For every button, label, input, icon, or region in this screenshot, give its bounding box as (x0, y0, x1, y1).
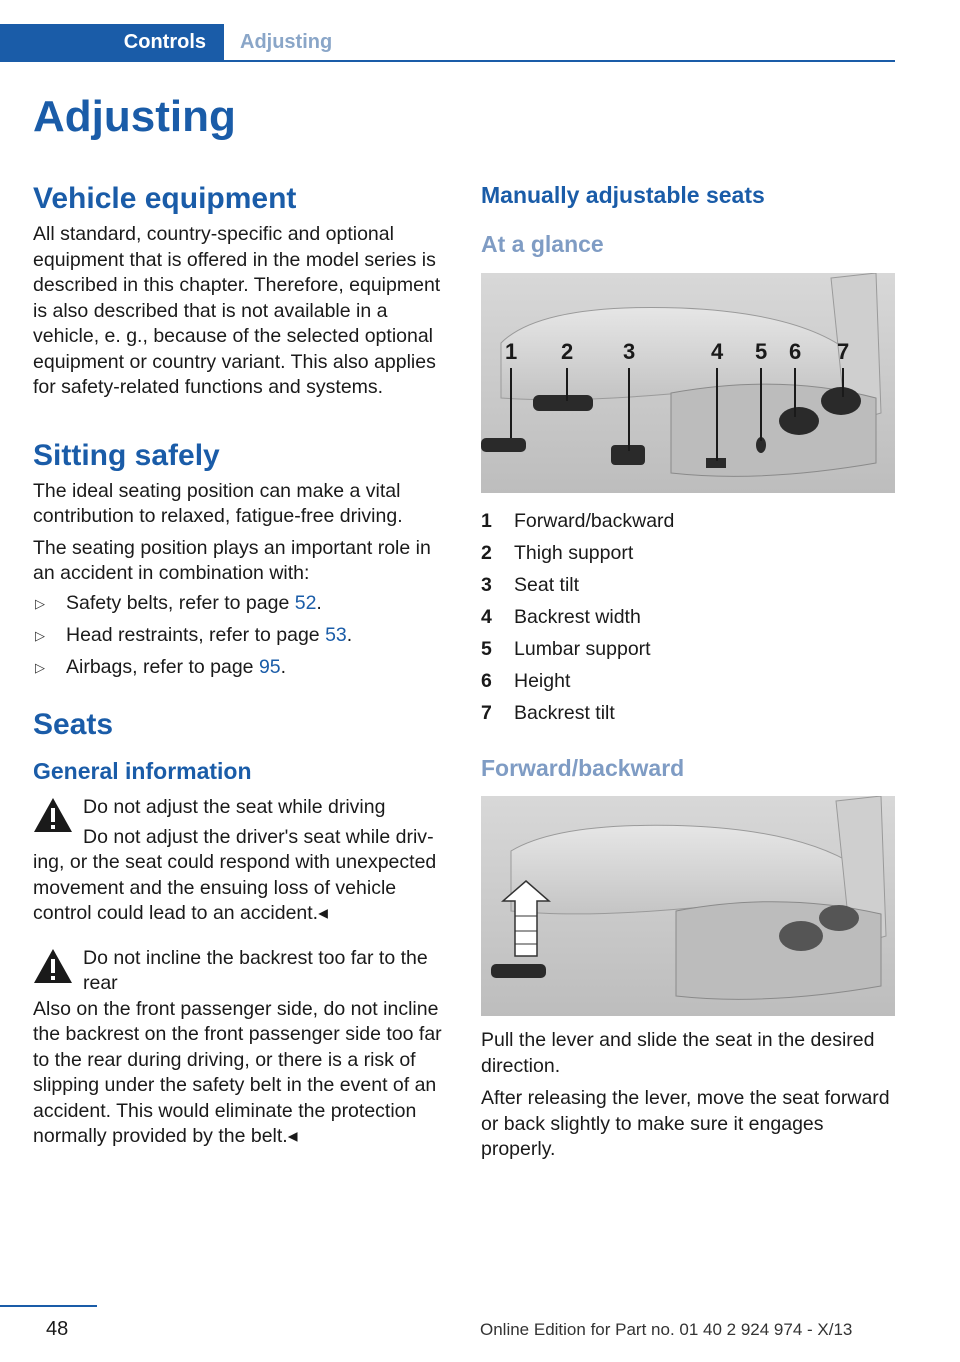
legend-row: 6 Height (481, 670, 571, 692)
warning-block-2 (33, 946, 451, 1150)
heading-vehicle-equipment: Vehicle equipment (33, 182, 297, 215)
vehicle-equipment-text: All standard, country-specific and optional equipment that is offered in the model series is described in this chapter. Therefore, equipment is also described that is not available in a vehicle, e. g., because of the selected optional equipment or country variant. This also applies for safety-related functions and systems. (33, 223, 441, 398)
header-rule (0, 60, 895, 62)
legend-row: 4 Backrest width (481, 606, 641, 628)
triangle-bullet-icon: ▷ (35, 627, 45, 643)
warning-2-title: Do not incline the backrest too far to the rear (83, 946, 428, 994)
page-link-95[interactable]: 95 (258, 655, 281, 678)
forward-backward-figure (481, 796, 895, 1016)
seat-controls-figure (481, 273, 895, 493)
tab-adjusting[interactable]: Adjusting (240, 31, 333, 53)
heading-at-a-glance: At a glance (481, 231, 604, 257)
legend-row: 7 Backrest tilt (481, 702, 615, 724)
warning-2-body: Also on the front passenger side, do not incline the backrest on the front passenger side too far to the rear during driving, or there is a risk of slipping under the safety belt in the event of an accident. This would eliminate the protection normally provided by the belt.◂ (33, 997, 442, 1147)
page-title: Adjusting (33, 92, 236, 141)
legend-row: 5 Lumbar support (481, 638, 651, 660)
callout-2: 2 (561, 339, 574, 364)
heading-general-information: General information (33, 758, 252, 784)
warning-1-body: Do not adjust the driver's seat while driving, or the seat could respond with unexpected movement and the ensuing loss of vehicle control could lead to an accident.◂ (33, 825, 437, 924)
list-item: ▷ Head restraints, refer to page 53. (33, 623, 451, 649)
heading-sitting-safely: Sitting safely (33, 438, 220, 472)
callout-4: 4 (711, 339, 724, 364)
warning-1-title: Do not adjust the seat while driving (83, 796, 386, 818)
sitting-safely-text-2: The seating position plays an important role in an accident in combination with: (33, 536, 431, 584)
callout-6: 6 (789, 339, 802, 364)
heading-forward-backward: Forward/backward (481, 755, 685, 781)
triangle-bullet-icon: ▷ (35, 595, 45, 611)
list-item: ▷ Airbags, refer to page 95. (33, 655, 451, 681)
heading-seats: Seats (33, 708, 114, 741)
seat-controls-legend (481, 505, 895, 729)
warning-block-1 (33, 795, 451, 927)
list-item: ▷ Safety belts, refer to page 52. (33, 591, 451, 617)
footer-rule (0, 1305, 97, 1307)
forward-backward-illustration (481, 796, 895, 1016)
legend-row: 3 Seat tilt (481, 574, 580, 596)
tab-controls[interactable]: Controls (0, 24, 224, 60)
legend-row: 2 Thigh support (481, 542, 634, 564)
page-header (0, 24, 895, 62)
page-number: 48 (46, 1318, 69, 1340)
right-column (481, 182, 895, 1163)
seat-controls-illustration (481, 273, 895, 493)
callout-7: 7 (837, 339, 850, 364)
callout-5: 5 (755, 339, 768, 364)
legend-row: 1 Forward/backward (481, 510, 675, 532)
sitting-safely-list (33, 591, 451, 681)
forward-backward-text-2: After releasing the lever, move the seat forward or back slightly to make sure it engages properly. (481, 1087, 890, 1160)
callout-3: 3 (623, 339, 636, 364)
page-link-53[interactable]: 53 (325, 623, 347, 646)
callout-1: 1 (505, 339, 518, 364)
forward-backward-text-1: Pull the lever and slide the seat in the desired direction. (481, 1029, 875, 1077)
sitting-safely-text-1: The ideal seating position can make a vital contribution to relaxed, fatigue-free driving. (33, 479, 403, 527)
footer-edition: Online Edition for Part no. 01 40 2 924 974 - X/13 (480, 1320, 853, 1339)
warning-icon (33, 948, 73, 984)
page-link-52[interactable]: 52 (294, 591, 317, 614)
warning-icon (33, 797, 73, 833)
heading-manually-adjustable-seats: Manually adjustable seats (481, 182, 765, 208)
triangle-bullet-icon: ▷ (35, 659, 45, 675)
left-column (33, 182, 451, 1150)
